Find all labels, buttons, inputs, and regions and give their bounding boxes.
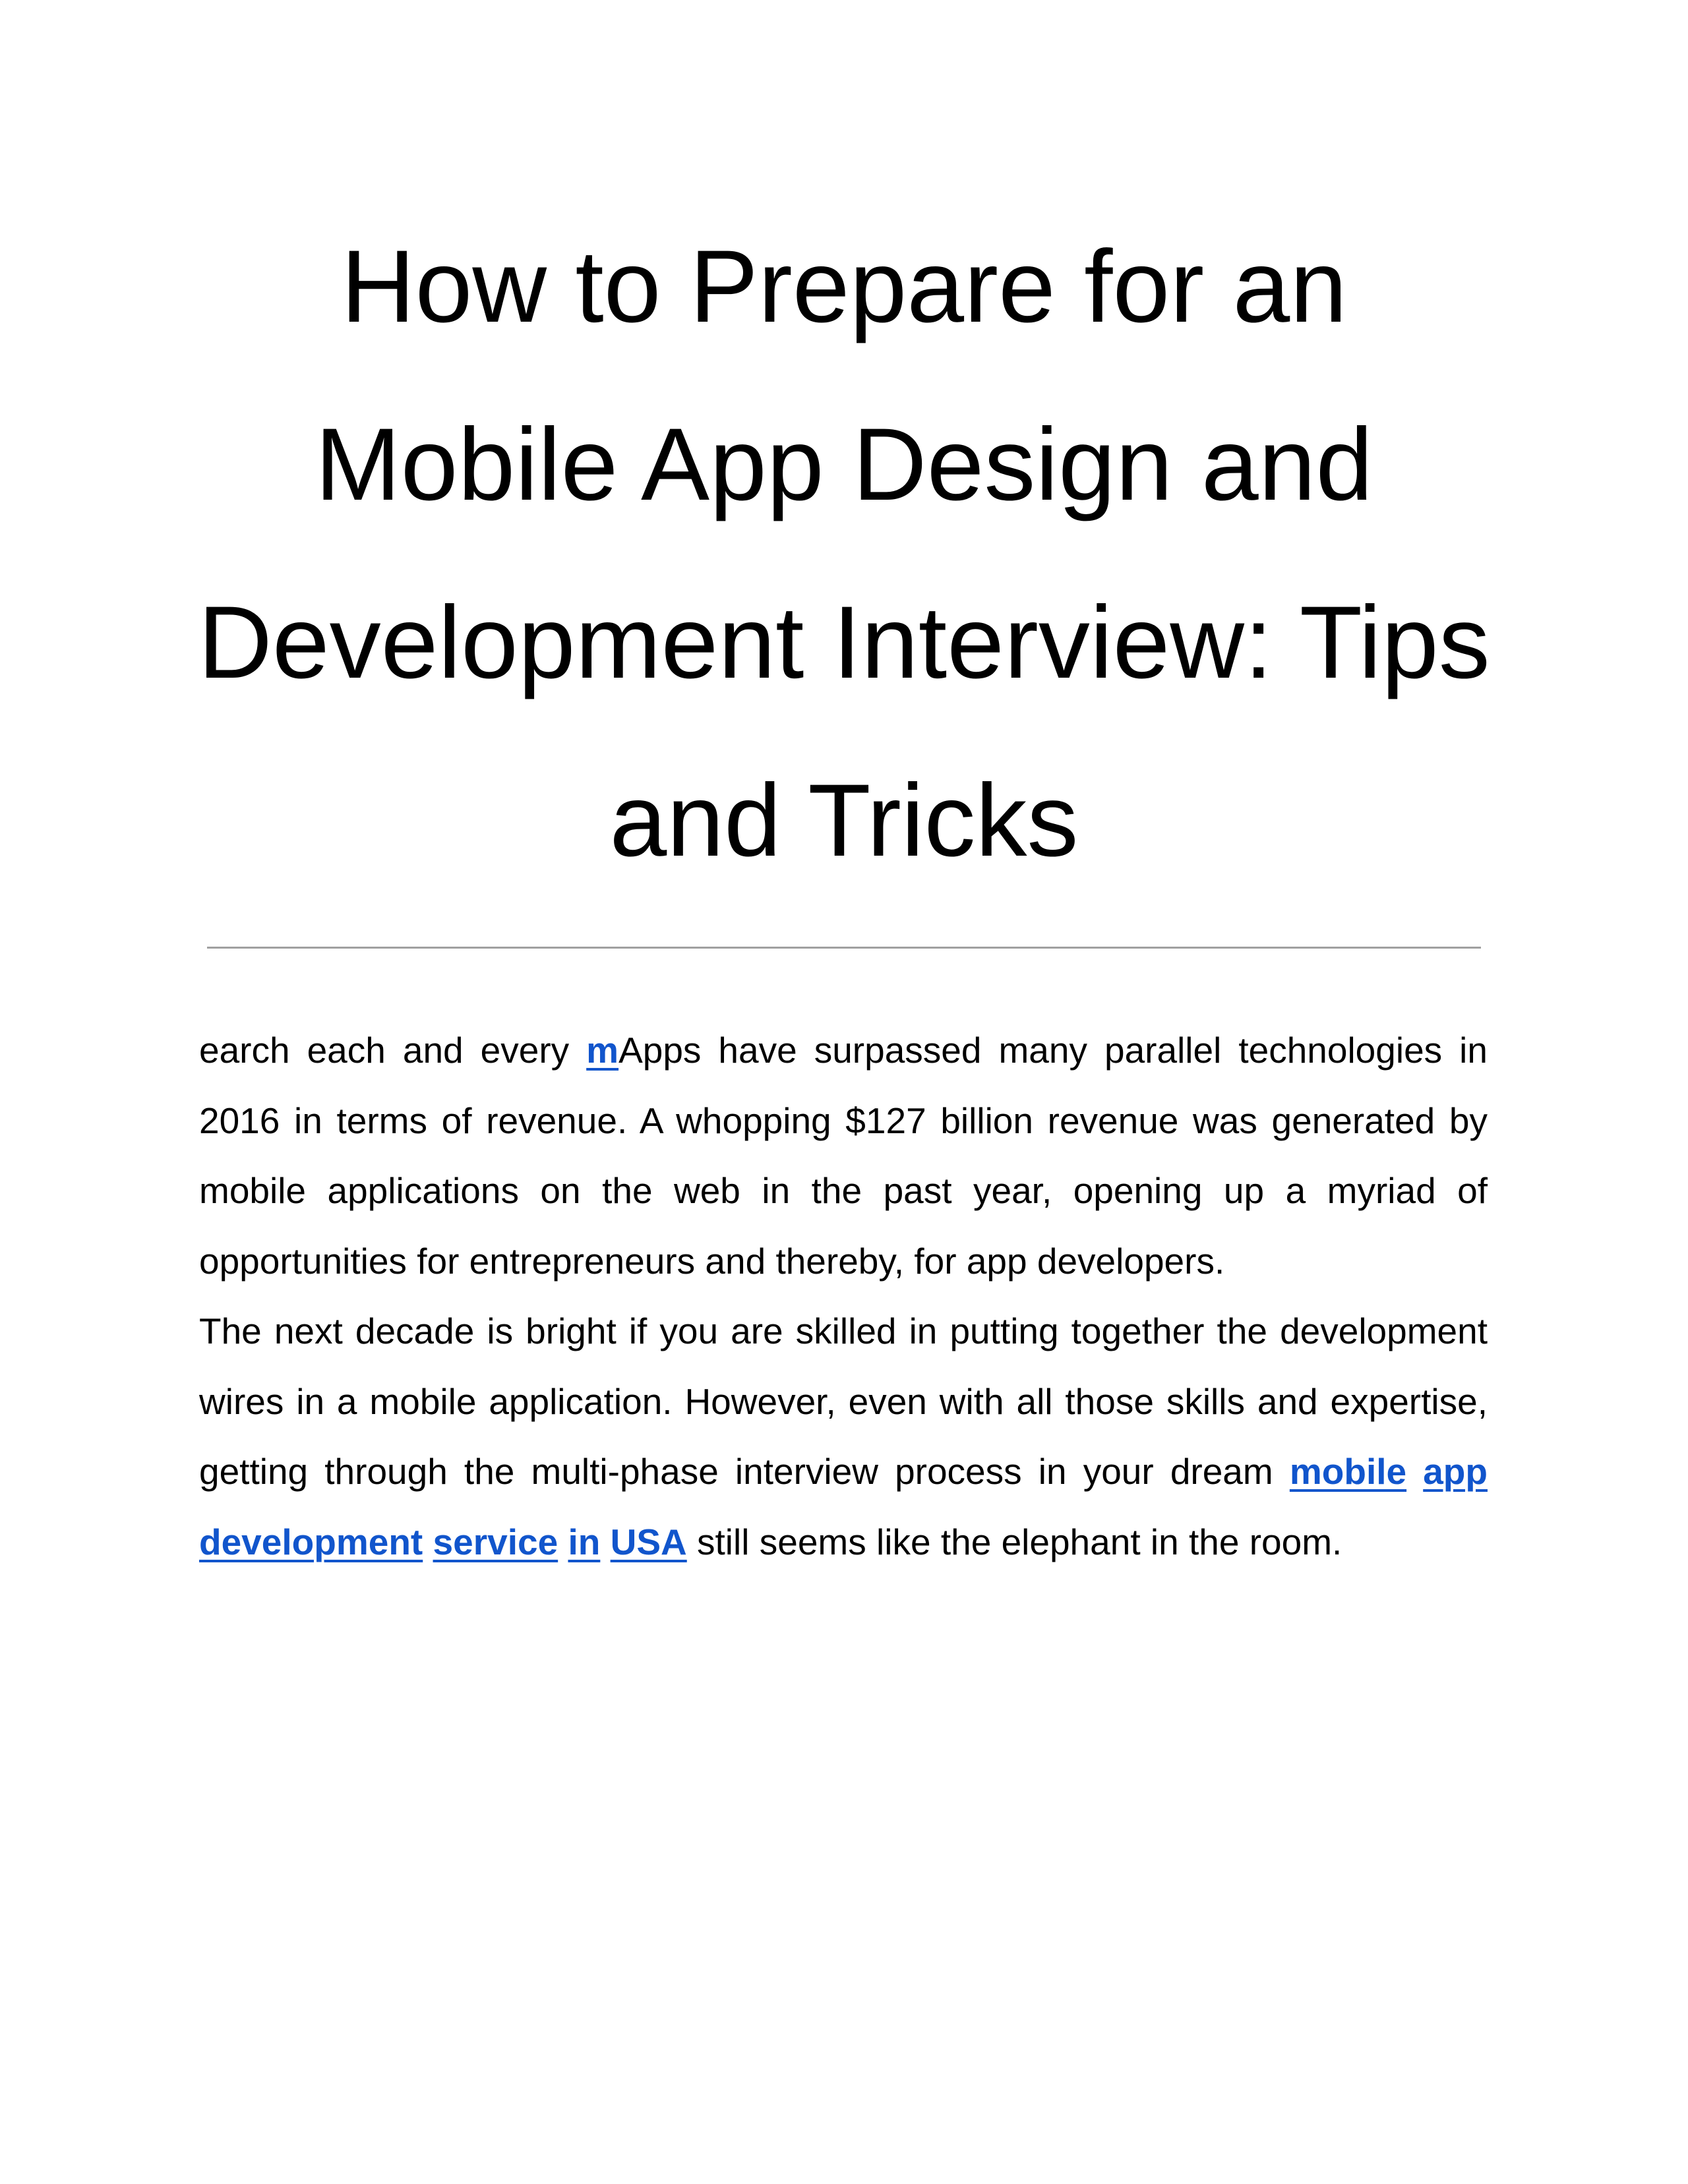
paragraph-2-lead: The next decade is bright if you are skilled in putting together the development wires in a mobile application. However, even with all those skills and expertise, getting through the multi-phase interview process in your dream — [199, 1311, 1488, 1492]
horizontal-divider — [207, 947, 1481, 949]
title-line-3: Development Interview: Tips — [198, 585, 1490, 700]
link-development[interactable]: development — [199, 1521, 423, 1562]
link-app[interactable]: app — [1423, 1451, 1488, 1492]
link-mobile[interactable]: mobile — [1289, 1451, 1407, 1492]
page-title — [198, 198, 1490, 910]
link-usa[interactable]: USA — [610, 1521, 687, 1562]
paragraph-1-body: Apps have surpassed many parallel technologies in 2016 in terms of revenue. A whopping $127 billion revenue was generated by mobile applications on the web in the past year, opening up a myriad of opportunities for entrepreneurs and thereby, for app developers. — [199, 1030, 1488, 1282]
paragraph-1 — [199, 1015, 1488, 1296]
paragraph-1-lead: earch each and every — [199, 1030, 587, 1071]
paragraph-2 — [199, 1296, 1488, 1577]
link-service[interactable]: service — [433, 1521, 558, 1562]
title-line-4: and Tricks — [609, 763, 1079, 878]
link-m[interactable]: m — [586, 1030, 619, 1071]
title-line-1: How to Prepare for an — [340, 229, 1348, 344]
link-in[interactable]: in — [568, 1521, 601, 1562]
paragraph-2-tail: still seems like the elephant in the room. — [686, 1521, 1342, 1562]
title-line-2: Mobile App Design and — [315, 407, 1373, 522]
body-text — [199, 1015, 1488, 1577]
